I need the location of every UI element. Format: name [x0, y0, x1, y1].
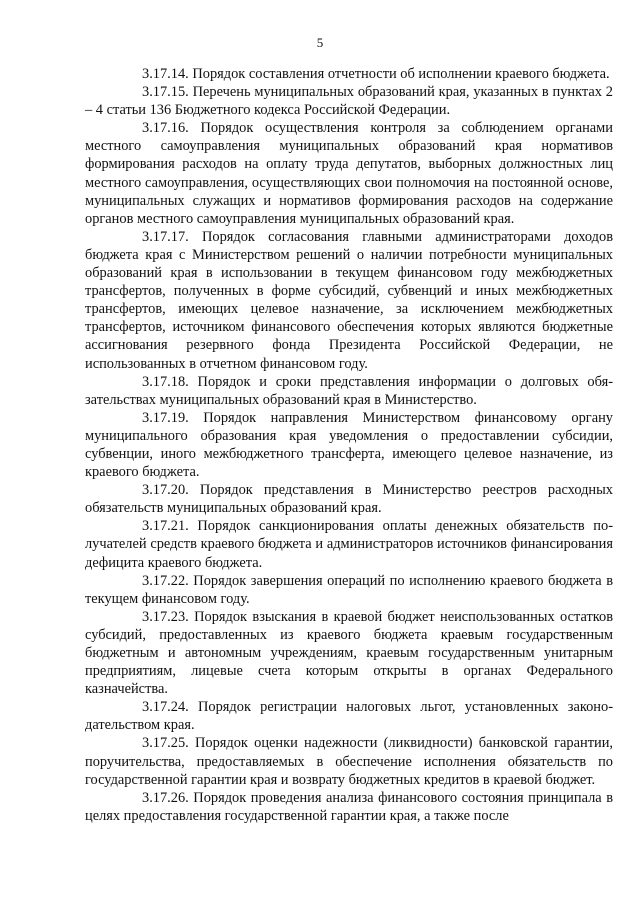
page-number: 5: [316, 35, 324, 50]
paragraph-3-17-26: 3.17.26. Порядок проведения анализа финансового состояния принципала в целях предоставления государственной гарантии края, а также после: [85, 789, 613, 824]
paragraph-3-17-18: 3.17.18. Порядок и сроки представления информации о долговых обязательствах муниципальных образований края в Министерство.: [85, 373, 613, 408]
paragraph-3-17-17: 3.17.17. Порядок согласования главными администраторами доходов бюджета края с Министерством решений о наличии потребности муниципальных образований края в использовании в текущем финансовом году межбюджетных трансфертов, полученных в форме субсидий, субвенций и иных межбюджетных трансфертов, имеющих целевое назначение, за исключением межбюджетных трансфертов, источником финансового обеспечения которых являются бюджетные ассигнования резервного фонда Президента Российской Федерации, не использованных в отчетном финансовом году.: [85, 228, 613, 372]
paragraph-3-17-21: 3.17.21. Порядок санкционирования оплаты денежных обязательств получателей средств краевого бюджета и администраторов источников финансирования дефицита краевого бюджета.: [85, 518, 613, 571]
paragraph-3-17-20: 3.17.20. Порядок представления в Министерство реестров расходных обязательств муниципальных образований края.: [85, 482, 613, 517]
paragraph-3-17-25: 3.17.25. Порядок оценки надежности (ликвидности) банковской гарантии, поручительства, предоставляемых в обеспечение исполнения обязательств по государственной гарантии края и возврату бюджетных кредитов в краевой бюджет.: [85, 735, 613, 788]
paragraph-3-17-14: 3.17.14. Порядок составления отчетности об исполнении краевого бюджета.: [142, 66, 610, 82]
paragraph-3-17-15: 3.17.15. Перечень муниципальных образований края, указанных в пунктах 2 – 4 статьи 136 Бюджетного кодекса Российской Федерации.: [85, 84, 613, 119]
paragraph-3-17-22: 3.17.22. Порядок завершения операций по исполнению краевого бюджета в текущем финансовом году.: [85, 572, 613, 607]
paragraph-3-17-23: 3.17.23. Порядок взыскания в краевой бюджет неиспользованных остатков субсидий, предоставленных из краевого бюджета краевым государственным бюджетным и автономным учреждениям, краевым государственным унитарным предприятиям, лицевые счета которым открыты в органах Федерального казначейства.: [85, 608, 613, 698]
paragraph-3-17-24: 3.17.24. Порядок регистрации налоговых льгот, установленных законодательством края.: [85, 699, 613, 734]
document-body: [85, 65, 613, 825]
paragraph-3-17-16: 3.17.16. Порядок осуществления контроля за соблюдением органами местного самоуправления муниципальных образований края нормативов формирования расходов на оплату труда депутатов, выборных должностных лиц местного самоуправления, осуществляющих свои полномочия на постоянной основе, муниципальных служащих и нормативов формирования расходов на содержание органов местного самоуправления муниципальных образований края.: [85, 120, 613, 227]
paragraph-3-17-19: 3.17.19. Порядок направления Министерством финансовому органу муниципального образования края уведомления о предоставлении субсидии, субвенции, иного межбюджетного трансферта, имеющего целевое назначение, из краевого бюджета.: [85, 409, 613, 481]
